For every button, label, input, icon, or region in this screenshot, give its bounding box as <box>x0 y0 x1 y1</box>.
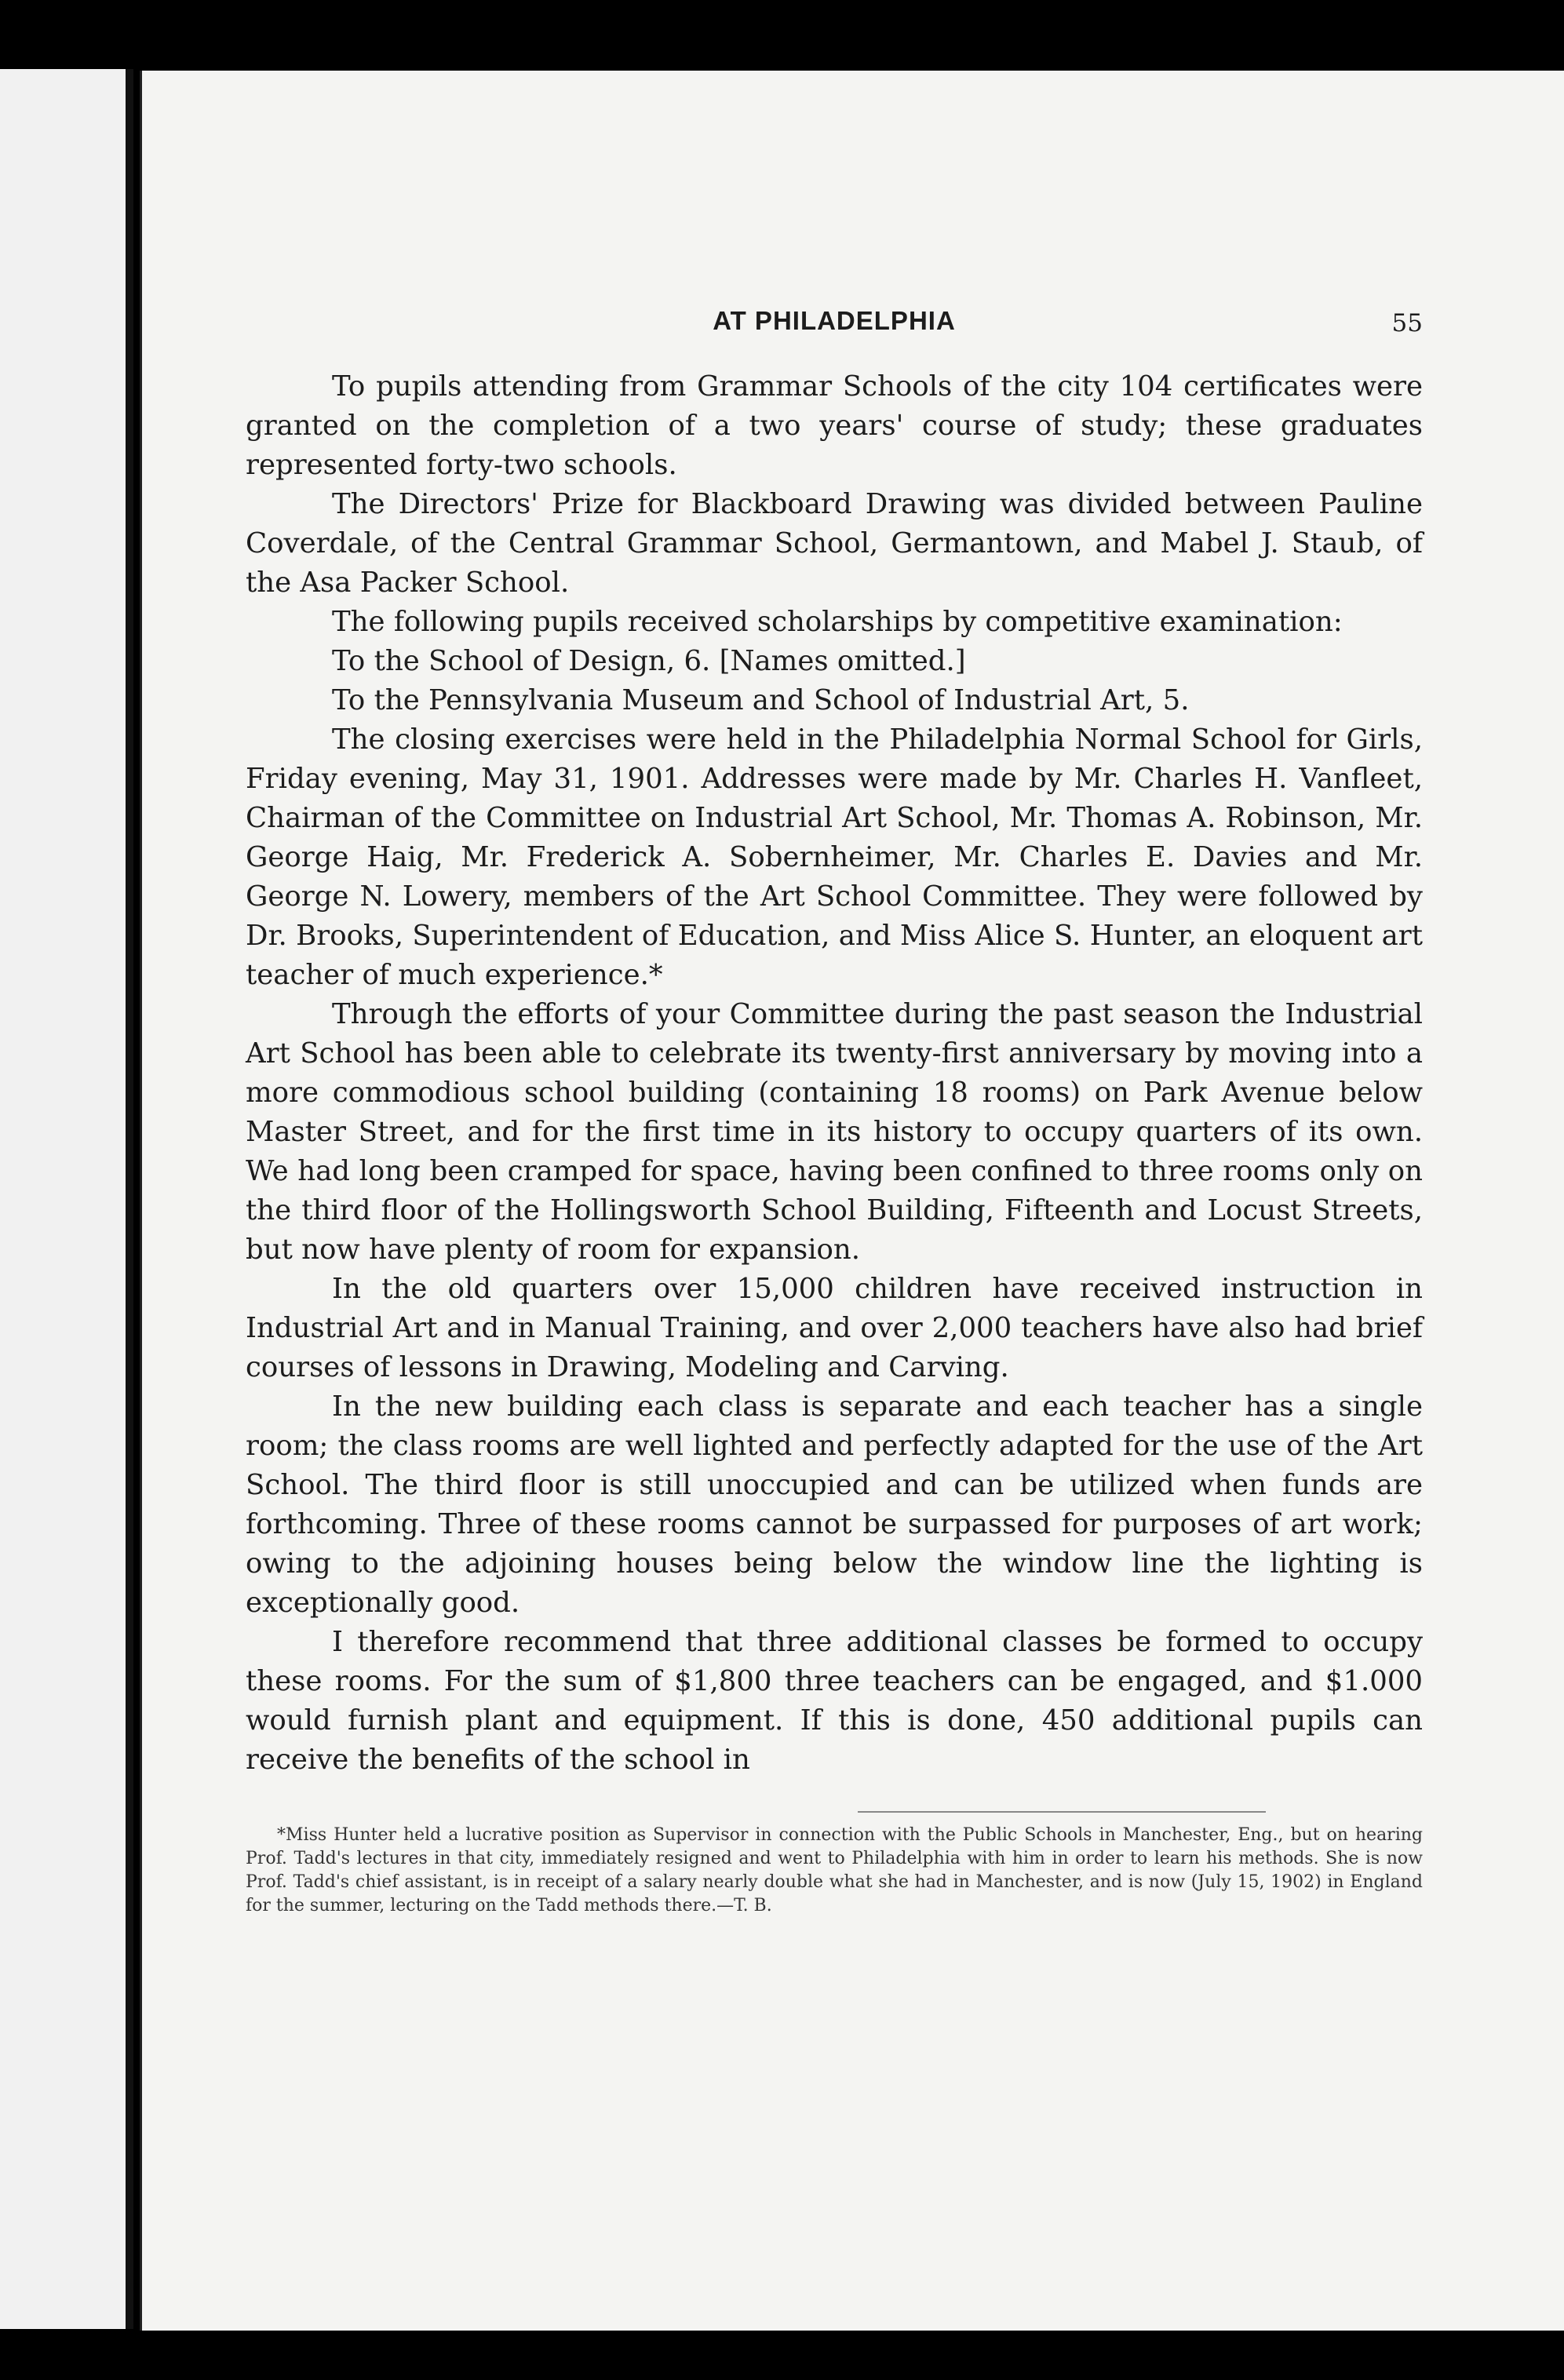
footnote-divider <box>858 1811 1266 1813</box>
running-head: AT PHILADELPHIA <box>713 306 956 335</box>
scanned-page <box>140 71 1564 2331</box>
page-header <box>246 306 1423 353</box>
adjacent-page-edge <box>0 69 126 2329</box>
paragraph-scholarships: The following pupils received scholarships by competitive examination: <box>332 606 1343 638</box>
paragraph-certificates: To pupils attending from Grammar Schools of the city 104 certificates were granted on the completion of a two years' course of study; these graduates represented forty-two schools. <box>246 370 1423 481</box>
scholarship-school-of-design: To the School of Design, 6. [Names omitted.] <box>332 645 966 677</box>
paragraph-new-building-rooms: In the new building each class is separate and each teacher has a single room; the class rooms are well lighted and perfectly adapted for the use of the Art School. The third floor is still unoccupied and can be utilized when funds are forthcoming. Three of these rooms cannot be surpassed for purposes of art work; owing to the adjoining houses being below the window line the lighting is exceptionally good. <box>246 1390 1423 1619</box>
page-number: 55 <box>1391 309 1423 337</box>
paragraph-closing-exercises: The closing exercises were held in the Philadelphia Normal School for Girls, Friday evening, May 31, 1901. Addresses were made by Mr. Charles H. Vanfleet, Chairman of the Committee on Industrial Art School, Mr. Thomas A. Robinson, Mr. George Haig, Mr. Frederick A. Sobernheimer, Mr. Charles E. Davies and Mr. George N. Lowery, members of the Art School Committee. They were followed by Dr. Brooks, Superintendent of Education, and Miss Alice S. Hunter, an eloquent art teacher of much experience.* <box>246 723 1423 991</box>
page-gutter <box>126 69 133 2329</box>
scholarship-pennsylvania-museum: To the Pennsylvania Museum and School of Industrial Art, 5. <box>332 684 1190 716</box>
paragraph-directors-prize: The Directors' Prize for Blackboard Drawing was divided between Pauline Coverdale, of the Central Grammar School, Germantown, and Mabel J. Staub, of the Asa Packer School. <box>246 488 1423 599</box>
paragraph-old-quarters: In the old quarters over 15,000 children have received instruction in Industrial Art and in Manual Training, and over 2,000 teachers have also had brief courses of lessons in Drawing, Modeling and Carving. <box>246 1273 1423 1383</box>
paragraph-recommendation: I therefore recommend that three additional classes be formed to occupy these rooms. For the sum of $1,800 three teachers can be engaged, and $1.000 would furnish plant and equipment. If this is done, 450 additional pupils can receive the benefits of the school in <box>246 1626 1423 1776</box>
body-text <box>246 367 1423 1780</box>
footnote: *Miss Hunter held a lucrative position as Supervisor in connection with the Public Schools in Manchester, Eng., but on hearing Prof. Tadd's lectures in that city, immediately resigned and went to Philadelphia with him in order to learn his methods. She is now Prof. Tadd's chief assistant, is in receipt of a salary nearly double what she had in Manchester, and is now (July 15, 1902) in England for the summer, lecturing on the Tadd methods there.—T. B. <box>246 1825 1423 1915</box>
page-content <box>246 306 1423 1918</box>
paragraph-new-building-move: Through the efforts of your Committee during the past season the Industrial Art School has been able to celebrate its twenty-first anniversary by moving into a more commodious school building (containing 18 rooms) on Park Avenue below Master Street, and for the first time in its history to occupy quarters of its own. We had long been cramped for space, having been confined to three rooms only on the third floor of the Hollingsworth School Building, Fifteenth and Locust Streets, but now have plenty of room for expansion. <box>246 998 1423 1266</box>
